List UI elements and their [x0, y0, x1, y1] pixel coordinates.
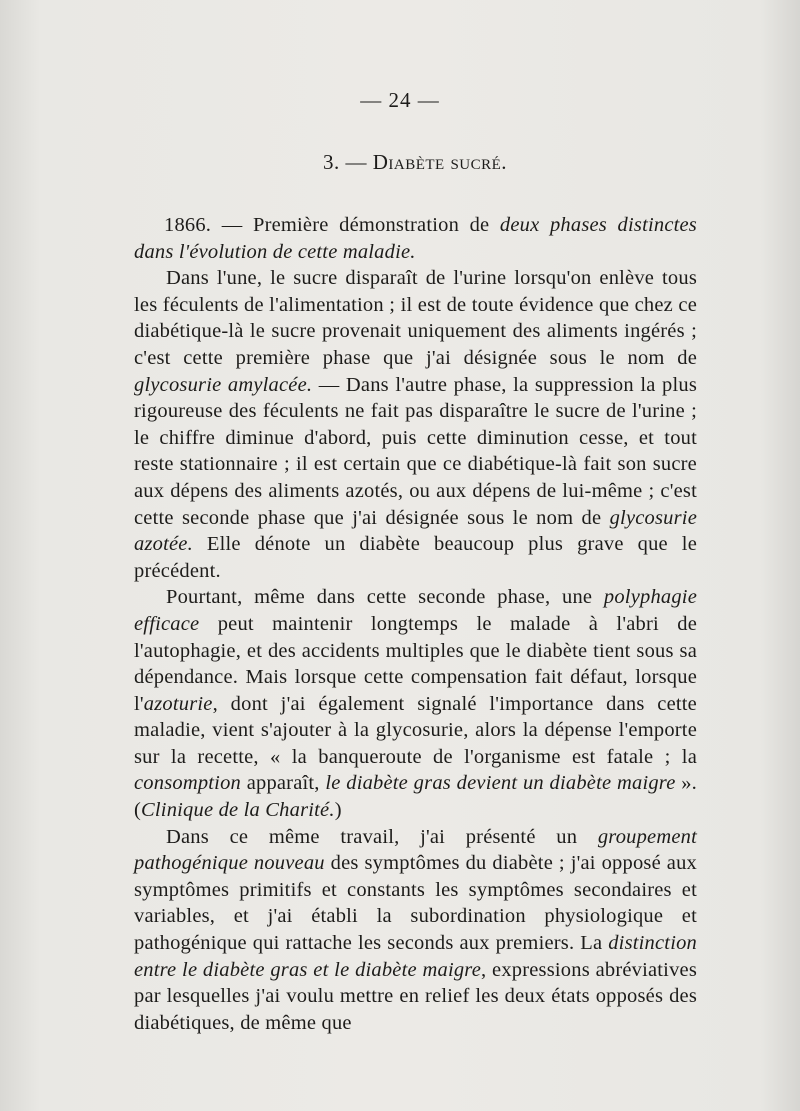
text-run: Dans ce même travail, j'ai présenté un: [166, 825, 598, 848]
section-number: 3. —: [322, 150, 367, 174]
paragraph-2: [134, 265, 697, 584]
text-run: peut maintenir longtemps le malade à l'abri de l'autophagie, et des accidents multiples que le diabète tient sous sa dépendance. Mais lorsque cette compensation fait défaut, lorsque l': [134, 612, 697, 715]
italic-run: glycosurie azotée.: [134, 506, 697, 556]
section-heading: [0, 150, 800, 175]
italic-run: azoturie: [143, 692, 213, 715]
text-run: ». (: [134, 772, 697, 822]
text-run: des symptômes du diabète ; j'ai opposé aux symptômes primitifs et constants les symptômes secondaires et variables, et j'ai établi la subordination physiologique et pathogénique qui rattache les seconds aux premiers. La: [134, 852, 697, 955]
italic-run: deux phases distinctes dans l'évolution de cette maladie.: [134, 214, 697, 263]
paragraph-3: [134, 584, 697, 823]
text-run: 1866. — Première démonstration de: [164, 214, 500, 236]
italic-run: distinction entre le diabète gras et le diabète maigre: [134, 932, 697, 981]
paragraph-1: [134, 212, 697, 265]
section-title: Diabète sucré.: [372, 150, 508, 174]
text-run: — Dans l'autre phase, la suppression la plus rigoureuse des féculents ne fait pas disparaître le sucre de l'urine ; le chiffre diminue d'abord, puis cette diminution cesse, et tout reste stationnaire ; il est certain que ce diabétique-là fait son sucre aux dépens des aliments azotés, ou aux dépens de lui-même ; c'est cette seconde phase que j'ai désignée sous le nom de: [134, 373, 697, 529]
text-run: ): [334, 799, 342, 822]
body-text: [134, 212, 697, 1036]
text-run: , dont j'ai également signalé l'importance dans cette maladie, vient s'ajouter à la glycosurie, alors la dépense l'emporte sur la recette, « la banqueroute de l'organisme est fatale ; la: [134, 692, 697, 768]
text-run: apparaît,: [240, 772, 326, 795]
italic-run: le diabète gras devient un diabète maigre: [325, 772, 676, 795]
page-number: — 24 —: [360, 88, 440, 112]
italic-run: groupement pathogénique nouveau: [134, 825, 697, 875]
italic-run: glycosurie amylacée.: [134, 373, 313, 396]
paragraph-4: [134, 824, 697, 1037]
italic-run: polyphagie efficace: [134, 586, 697, 635]
text-run: Dans l'une, le sucre disparaît de l'urine lorsqu'on enlève tous les féculents de l'alimentation ; il est de toute évidence que chez ce diabétique-là le sucre provenait uniquement des aliments ingérés ; c'est cette première phase que j'ai désignée sous le nom de: [134, 267, 697, 369]
text-run: Elle dénote un diabète beaucoup plus grave que le précédent.: [134, 533, 697, 582]
text-run: , expressions abréviatives par lesquelles j'ai voulu mettre en relief les deux états opposés des diabétiques, de même que: [134, 958, 698, 1034]
text-run: Pourtant, même dans cette seconde phase, une: [166, 586, 604, 609]
italic-run: consomption: [134, 772, 241, 795]
italic-run: Clinique de la Charité.: [141, 799, 335, 822]
